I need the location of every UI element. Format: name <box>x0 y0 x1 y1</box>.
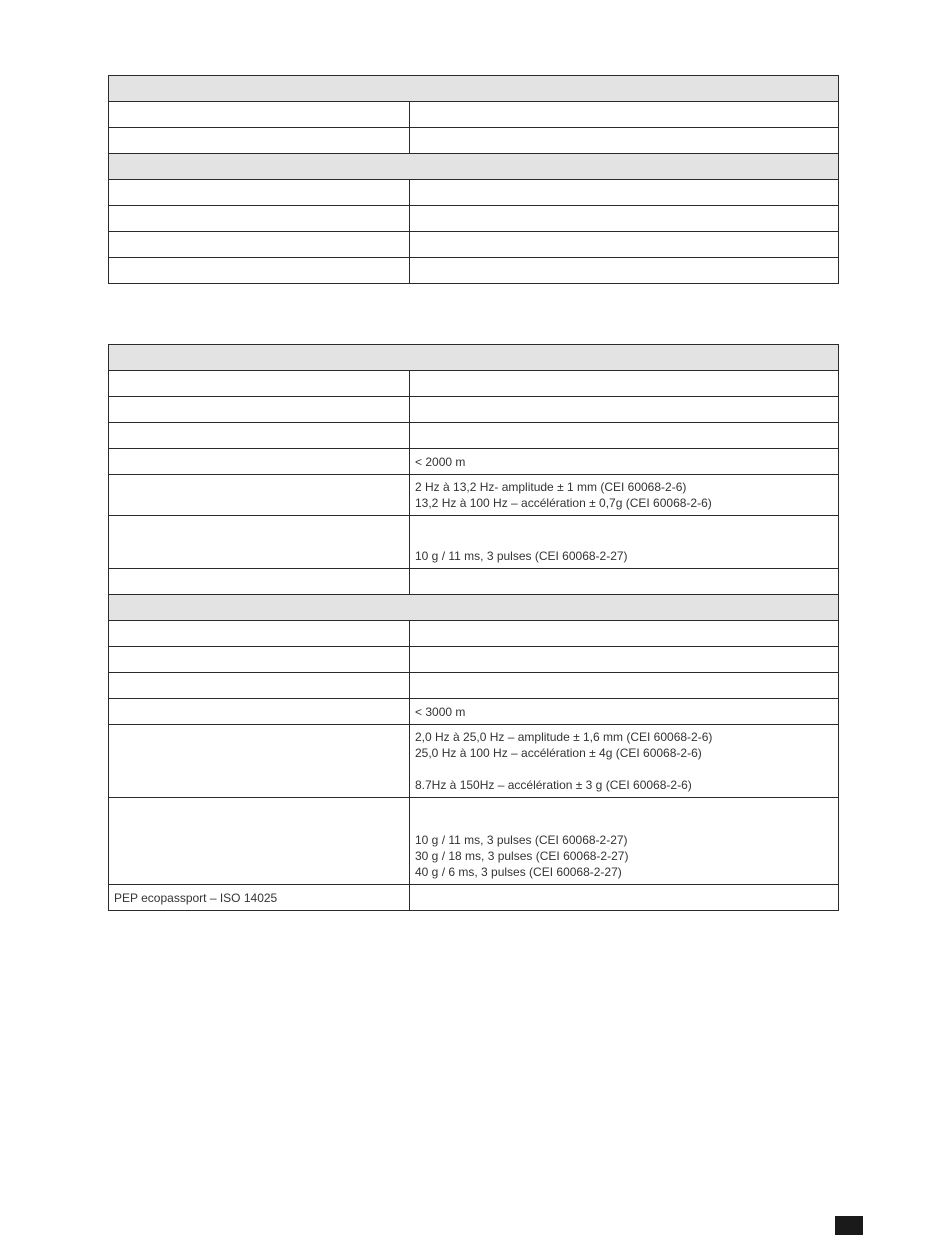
table-row <box>109 673 839 699</box>
storage-vibration-line: 25,0 Hz à 100 Hz – accélération ± 4g (CEI 60068-2-6) <box>415 746 702 760</box>
table-row <box>109 423 839 449</box>
pep-label: PEP ecopassport – ISO 14025 <box>109 885 410 911</box>
storage-shock-line: 10 g / 11 ms, 3 pulses (CEI 60068-2-27) <box>415 833 628 847</box>
operating-vibration-row <box>109 475 839 516</box>
operating-altitude-value: < 2000 m <box>410 449 839 475</box>
table-row <box>109 647 839 673</box>
table-row <box>109 397 839 423</box>
table-row <box>109 180 839 206</box>
table-row <box>109 102 839 128</box>
table-row <box>109 371 839 397</box>
pep-row <box>109 885 839 911</box>
spacer <box>415 761 833 777</box>
table-row <box>109 621 839 647</box>
storage-vibration-line: 8.7Hz à 150Hz – accélération ± 3 g (CEI 60068-2-6) <box>415 778 692 792</box>
table-row <box>109 232 839 258</box>
table-row <box>109 569 839 595</box>
storage-vibration-value <box>410 725 839 798</box>
section-header-row <box>109 154 839 180</box>
spec-table-2 <box>108 344 839 911</box>
section-header-row <box>109 595 839 621</box>
storage-shock-value <box>410 798 839 885</box>
storage-shock-row <box>109 798 839 885</box>
storage-vibration-row <box>109 725 839 798</box>
table-row <box>109 206 839 232</box>
operating-altitude-row <box>109 449 839 475</box>
operating-vibration-line: 13,2 Hz à 100 Hz – accélération ± 0,7g (CEI 60068-2-6) <box>415 496 712 510</box>
storage-altitude-value: < 3000 m <box>410 699 839 725</box>
storage-shock-line: 40 g / 6 ms, 3 pulses (CEI 60068-2-27) <box>415 865 622 879</box>
operating-vibration-line: 2 Hz à 13,2 Hz- amplitude ± 1 mm (CEI 60068-2-6) <box>415 480 687 494</box>
operating-shock-value <box>410 516 839 569</box>
table-row <box>109 128 839 154</box>
section-header-row <box>109 345 839 371</box>
table-row <box>109 258 839 284</box>
spec-table-1 <box>108 75 839 284</box>
storage-vibration-line: 2,0 Hz à 25,0 Hz – amplitude ± 1,6 mm (CEI 60068-2-6) <box>415 730 713 744</box>
section-header-row <box>109 76 839 102</box>
storage-shock-line: 30 g / 18 ms, 3 pulses (CEI 60068-2-27) <box>415 849 629 863</box>
operating-vibration-value <box>410 475 839 516</box>
operating-shock-row <box>109 516 839 569</box>
storage-altitude-row <box>109 699 839 725</box>
operating-shock-line: 10 g / 11 ms, 3 pulses (CEI 60068-2-27) <box>415 549 628 563</box>
page-corner-tab <box>835 1216 863 1235</box>
